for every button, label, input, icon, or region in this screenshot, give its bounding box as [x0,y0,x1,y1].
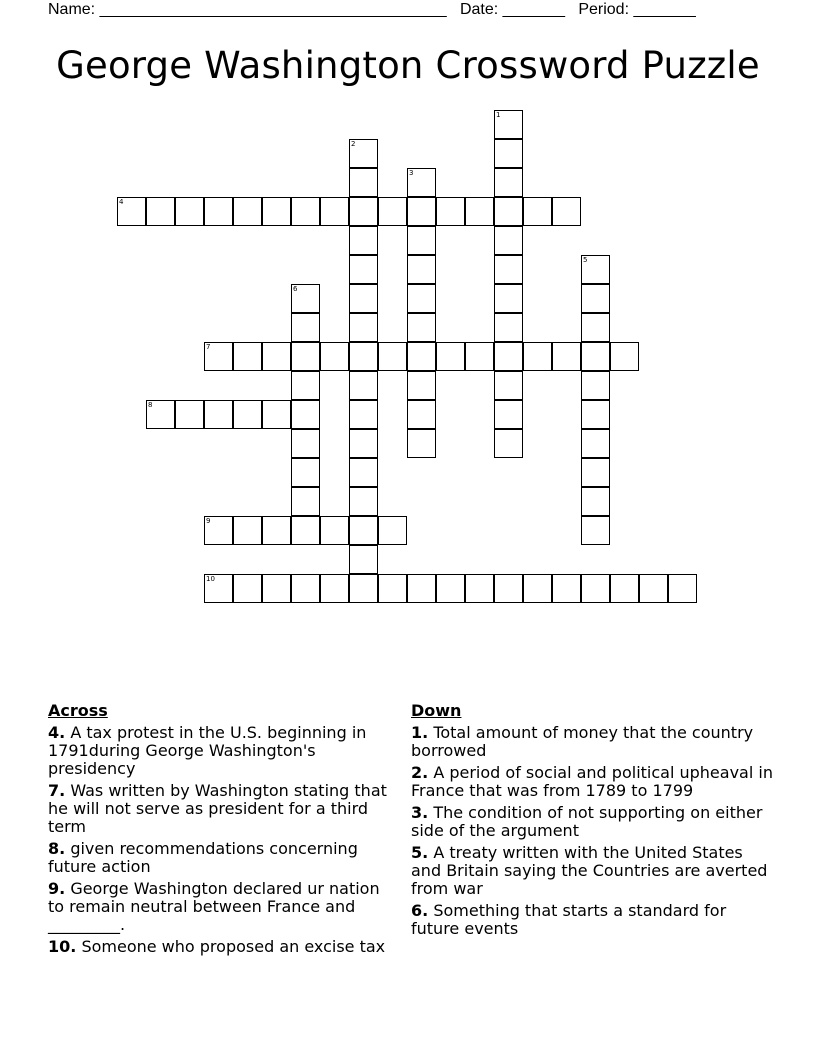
clue-item [48,782,400,836]
grid-cell[interactable] [291,313,320,342]
clue-text: A treaty written with the United States and Britain saying the Countries are averted from war [411,843,768,898]
clue-item [48,938,400,956]
grid-cell[interactable] [204,342,233,371]
grid-cell[interactable] [407,574,436,603]
clue-text: Something that starts a standard for future events [411,901,727,938]
cell-number: 3 [409,169,414,177]
clue-text: Total amount of money that the country borrowed [411,723,754,760]
grid-cell[interactable] [581,284,610,313]
cell-number: 9 [206,517,211,525]
period-label: Period: [578,1,630,18]
grid-cell[interactable] [349,458,378,487]
grid-cell[interactable] [349,545,378,574]
grid-cell[interactable] [320,342,349,371]
grid-cell[interactable] [407,284,436,313]
grid-cell[interactable] [233,516,262,545]
grid-cell[interactable] [494,284,523,313]
clue-item [411,902,776,938]
clue-item [411,764,776,800]
grid-cell[interactable] [262,342,291,371]
clue-number: 7. [48,781,66,800]
cell-number: 2 [351,140,356,148]
clue-number: 9. [48,879,66,898]
clue-text: Someone who proposed an excise tax [81,937,386,956]
grid-cell[interactable] [291,284,320,313]
grid-cell[interactable] [349,139,378,168]
grid-cell[interactable] [349,516,378,545]
grid-cell[interactable] [349,429,378,458]
grid-cell[interactable] [291,197,320,226]
grid-cell[interactable] [436,342,465,371]
grid-cell[interactable] [291,516,320,545]
grid-cell[interactable] [407,429,436,458]
grid-cell[interactable] [494,139,523,168]
grid-cell[interactable] [581,371,610,400]
cell-number: 7 [206,343,211,351]
grid-cell[interactable] [320,516,349,545]
clue-item [48,880,400,934]
grid-cell[interactable] [407,313,436,342]
clue-text: The condition of not supporting on either side of the argument [411,803,763,840]
date-label: Date: [459,1,499,18]
grid-cell[interactable] [291,400,320,429]
grid-cell[interactable] [262,197,291,226]
grid-cell[interactable] [262,400,291,429]
page-title: George Washington Crossword Puzzle [56,44,760,87]
across-clues [48,702,400,960]
grid-cell[interactable] [291,342,320,371]
grid-cell[interactable] [204,574,233,603]
grid-cell[interactable] [436,197,465,226]
grid-cell[interactable] [349,168,378,197]
grid-cell[interactable] [494,574,523,603]
grid-cell[interactable] [436,574,465,603]
grid-cell[interactable] [610,342,639,371]
down-clues [411,702,776,942]
grid-cell[interactable] [262,574,291,603]
grid-cell[interactable] [610,574,639,603]
grid-cell[interactable] [349,197,378,226]
grid-cell[interactable] [146,400,175,429]
grid-cell[interactable] [204,400,233,429]
date-blank[interactable]: _______ [502,1,565,18]
grid-cell[interactable] [175,400,204,429]
clue-number: 4. [48,723,66,742]
grid-cell[interactable] [494,168,523,197]
grid-cell[interactable] [291,371,320,400]
grid-cell[interactable] [581,313,610,342]
grid-cell[interactable] [407,197,436,226]
grid-cell[interactable] [639,574,668,603]
grid-cell[interactable] [378,516,407,545]
grid-cell[interactable] [349,284,378,313]
cell-number: 10 [206,575,215,583]
grid-cell[interactable] [494,226,523,255]
grid-cell[interactable] [523,342,552,371]
grid-cell[interactable] [581,255,610,284]
grid-cell[interactable] [407,342,436,371]
grid-cell[interactable] [378,342,407,371]
grid-cell[interactable] [494,342,523,371]
grid-cell[interactable] [494,313,523,342]
grid-cell[interactable] [291,458,320,487]
clue-text: A tax protest in the U.S. beginning in 1791during George Washington's presidency [48,723,367,778]
cell-number: 1 [496,111,501,119]
grid-cell[interactable] [494,429,523,458]
grid-cell[interactable] [465,197,494,226]
grid-cell[interactable] [291,574,320,603]
grid-cell[interactable] [407,226,436,255]
clue-item [48,724,400,778]
grid-cell[interactable] [581,516,610,545]
clue-number: 3. [411,803,429,822]
across-heading: Across [48,701,108,720]
grid-cell[interactable] [378,574,407,603]
grid-cell[interactable] [262,516,291,545]
grid-cell[interactable] [349,574,378,603]
grid-cell[interactable] [349,342,378,371]
name-label: Name: [48,1,96,18]
grid-cell[interactable] [523,197,552,226]
grid-cell[interactable] [233,400,262,429]
grid-cell[interactable] [465,342,494,371]
clue-number: 5. [411,843,429,862]
clue-text: George Washington declared ur nation to remain neutral between France and _________. [48,879,380,934]
down-heading: Down [411,701,462,720]
cell-number: 5 [583,256,588,264]
grid-cell[interactable] [407,255,436,284]
grid-cell[interactable] [494,255,523,284]
grid-cell[interactable] [349,226,378,255]
grid-cell[interactable] [378,197,407,226]
grid-cell[interactable] [552,342,581,371]
clue-number: 8. [48,839,66,858]
grid-cell[interactable] [146,197,175,226]
grid-cell[interactable] [581,458,610,487]
grid-cell[interactable] [581,487,610,516]
grid-cell[interactable] [581,429,610,458]
grid-cell[interactable] [233,197,262,226]
clue-number: 10. [48,937,77,956]
grid-cell[interactable] [291,429,320,458]
grid-cell[interactable] [552,197,581,226]
clue-item [411,804,776,840]
clue-item [48,840,400,876]
grid-cell[interactable] [175,197,204,226]
name-blank[interactable]: _______________________________________ [99,1,447,18]
cell-number: 4 [119,198,124,206]
clue-text: given recommendations concerning future action [48,839,358,876]
period-blank[interactable]: _______ [633,1,696,18]
clue-text: A period of social and political upheaval in France that was from 1789 to 1799 [411,763,773,800]
grid-cell[interactable] [465,574,494,603]
grid-cell[interactable] [407,400,436,429]
clue-item [411,724,776,760]
clue-item [411,844,776,898]
grid-cell[interactable] [320,197,349,226]
grid-cell[interactable] [204,516,233,545]
grid-cell[interactable] [233,574,262,603]
grid-cell[interactable] [204,197,233,226]
grid-cell[interactable] [117,197,146,226]
cell-number: 8 [148,401,153,409]
grid-cell[interactable] [349,255,378,284]
grid-cell[interactable] [233,342,262,371]
grid-cell[interactable] [581,400,610,429]
clue-text: Was written by Washington stating that he will not serve as president for a third term [48,781,387,836]
grid-cell[interactable] [407,168,436,197]
grid-cell[interactable] [552,574,581,603]
cell-number: 6 [293,285,298,293]
grid-cell[interactable] [349,487,378,516]
grid-cell[interactable] [291,487,320,516]
clue-number: 2. [411,763,429,782]
grid-cell[interactable] [581,574,610,603]
grid-cell[interactable] [581,342,610,371]
grid-cell[interactable] [523,574,552,603]
clue-number: 1. [411,723,429,742]
grid-cell[interactable] [349,371,378,400]
grid-cell[interactable] [494,197,523,226]
grid-cell[interactable] [320,574,349,603]
grid-cell[interactable] [668,574,697,603]
grid-cell[interactable] [494,110,523,139]
clue-number: 6. [411,901,429,920]
grid-cell[interactable] [349,313,378,342]
grid-cell[interactable] [494,400,523,429]
grid-cell[interactable] [494,371,523,400]
grid-cell[interactable] [407,371,436,400]
grid-cell[interactable] [349,400,378,429]
